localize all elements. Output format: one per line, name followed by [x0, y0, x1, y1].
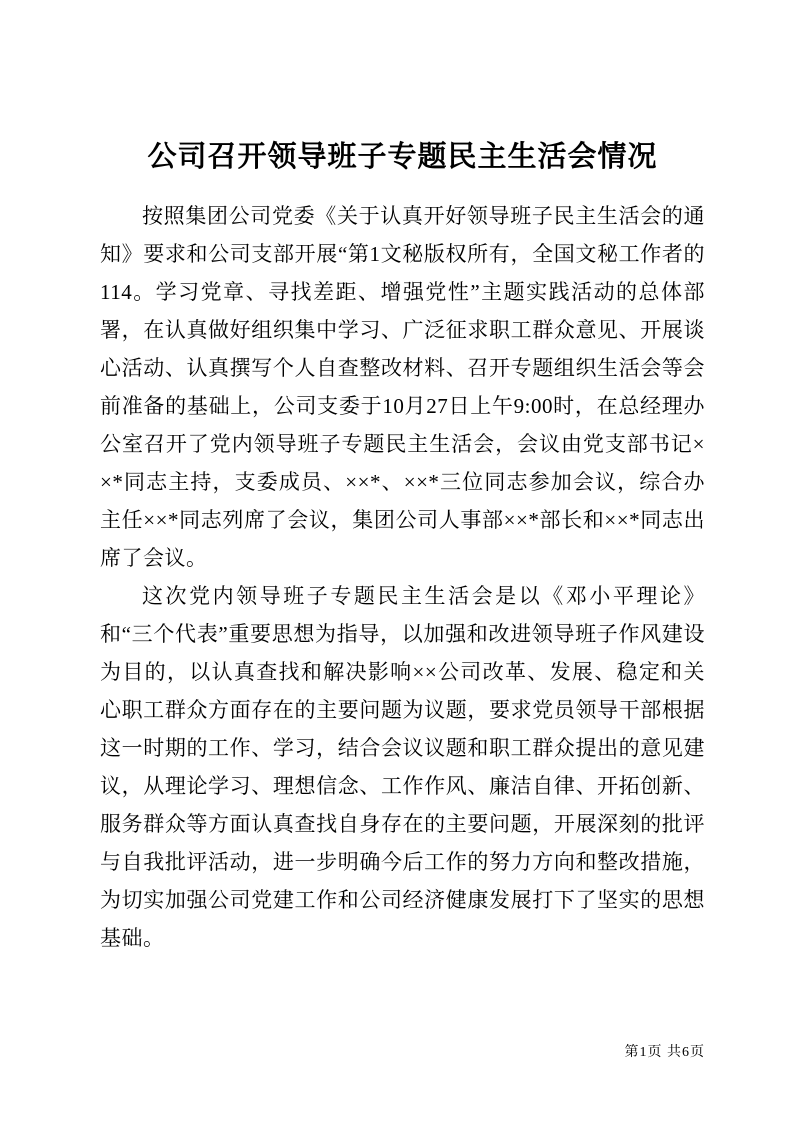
paragraph-2: 这次党内领导班子专题民主生活会是以《邓小平理论》和“三个代表”重要思想为指导，以加强和改进领导班子作风建设为目的，以认真查找和解决影响××公司改革、发展、稳定和关心职工群众方面存在的主要问题为议题，要求党员领导干部根据这一时期的工作、学习，结合会议议题和职工群众提出的意见建议，从理论学习、理想信念、工作作风、廉洁自律、开拓创新、服务群众等方面认真查找自身存在的主要问题，开展深刻的批评与自我批评活动，进一步明确今后工作的努力方向和整改措施，为切实加强公司党建工作和公司经济健康发展打下了坚实的思想基础。 — [100, 584, 705, 951]
page-footer — [625, 1041, 706, 1061]
page-number-indicator: 第1页 共6页 — [624, 1045, 705, 1060]
paragraph-1: 按照集团公司党委《关于认真开好领导班子民主生活会的通知》要求和公司支部开展“第1文秘版权所有，全国文秘工作者的114。学习党章、寻找差距、增强党性”主题实践活动的总体部署，在认真做好组织集中学习、广泛征求职工群众意见、开展谈心活动、认真撰写个人自查整改材料、召开专题组织生活会等会前准备的基础上，公司支委于10月27日上午9:00时，在总经理办公室召开了党内领导班子专题民主生活会，会议由党支部书记××*同志主持，支委成员、××*、××*三位同志参加会议，综合办主任××*同志列席了会议，集团公司人事部××*部长和××*同志出席了会议。 — [100, 204, 705, 571]
document-title: 公司召开领导班子专题民主生活会情况 — [147, 141, 658, 173]
